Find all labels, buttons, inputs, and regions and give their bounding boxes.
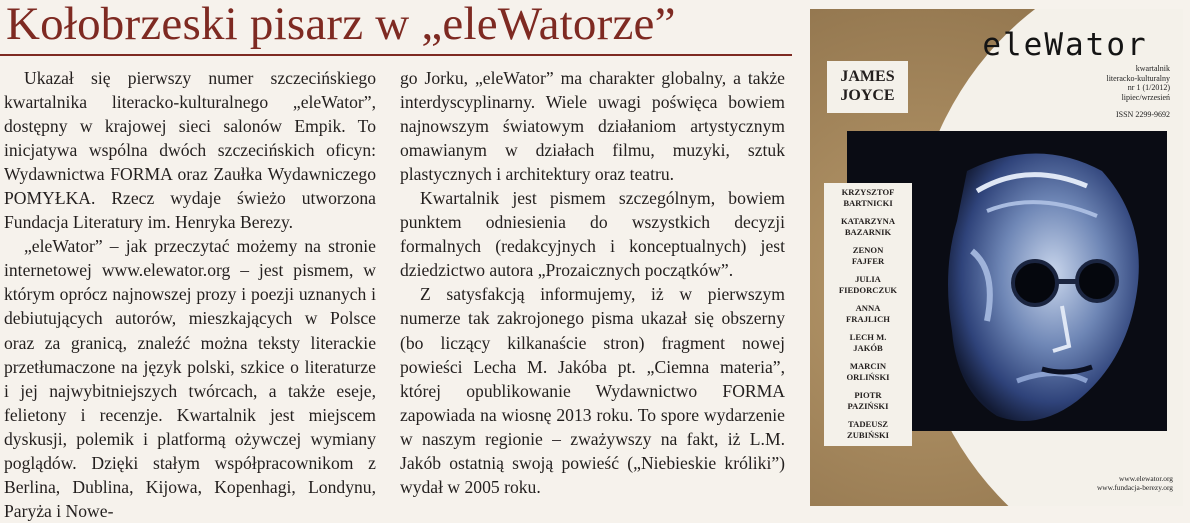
contributor-first-name: MARCIN xyxy=(849,361,887,371)
contributor-last-name: BARTNICKI xyxy=(843,197,893,208)
magazine-cover xyxy=(810,9,1183,506)
cover-contributors-list xyxy=(824,183,912,446)
contributor-last-name: FIEDORCZUK xyxy=(838,284,898,295)
article-column-1 xyxy=(4,66,376,523)
article-column-2 xyxy=(400,66,785,499)
article-paragraph: Z satysfakcją informujemy, iż w pierwszym numerze tak zakrojonego pisma ukazał się obszerny (bo liczący kilkanaście stron) fragment nowej powieści Lecha M. Jakóba pt. „Ciemna materia”, której opublikowanie Wydawnictwo FORMA zapowiada na wiosnę 2013 roku. To spore wydarzenie w naszym regionie – zważywszy na fakt, iż L.M. Jakób ostatnią swoją powieść („Niebieskie króliki”) wydał w 2005 roku. xyxy=(400,284,785,497)
cover-issue-info xyxy=(1050,64,1170,120)
cover-author-line: JAMES xyxy=(840,68,895,85)
contributor-name xyxy=(824,361,912,382)
contributor-name xyxy=(824,332,912,353)
article-paragraph: Ukazał się pierwszy numer szczecińskiego kwartalnika literacko-kulturalnego „eleWator”, dostępny w krajowej sieci salonów Empik. To inicjatywa wspólna dwóch szczecińskich oficyn: Wydawnictwa FORMA oraz Zaułka Wydawniczego POMYŁKA. Rzecz wydaje świeżo utworzona Fundacja Literatury im. Henryka Berezy. xyxy=(4,68,376,233)
contributor-last-name: FRAJLICH xyxy=(846,313,890,324)
cover-info-line: literacko-kulturalny xyxy=(1106,73,1170,83)
contributor-name xyxy=(824,303,912,324)
cover-featured-author xyxy=(827,61,908,113)
contributor-last-name: PAZIŃSKI xyxy=(847,400,889,411)
cover-website: www.elewator.org xyxy=(1119,474,1173,483)
contributor-name xyxy=(824,390,912,411)
contributor-last-name: BAZARNIK xyxy=(844,226,892,237)
cover-info-line: lipiec/wrzesień xyxy=(1121,92,1170,102)
cover-website: www.fundacja-berezy.org xyxy=(1096,483,1173,492)
contributor-first-name: PIOTR xyxy=(854,390,882,400)
contributor-last-name: FAJFER xyxy=(851,255,885,266)
headline: Kołobrzeski pisarz w „eleWatorze” xyxy=(6,0,676,50)
contributor-name xyxy=(824,216,912,237)
contributor-first-name: ZENON xyxy=(852,245,884,255)
cover-websites xyxy=(1013,474,1173,492)
contributor-first-name: KRZYSZTOF xyxy=(841,187,895,197)
article-paragraph: go Jorku, „eleWator” ma charakter globalny, a także interdyscyplinarny. Wiele uwagi poświęca bowiem najnowszym światowym działaniom artystycznym omawianym w działach filmu, muzyki, sztuk plastycznych i architektury oraz teatru. xyxy=(400,68,785,185)
cover-issn: ISSN 2299-9692 xyxy=(1115,110,1170,119)
article-paragraph: „eleWator” – jak przeczytać możemy na stronie internetowej www.elewator.org – jest pismem, w którym oprócz najnowszej prozy i poezji uznanych i debiutujących autorów, mieszkających w Polsce oraz za granicą, znaleźć można teksty literackie przetłumaczone na język polski, szkice o literaturze i jej najwybitniejszych twórcach, a także eseje, felietony i recenzje. Kwartalnik jest miejscem dyskusji, polemik i platformą ożywczej wymiany poglądów. Dzięki stałym współpracownikom z Berlina, Dublina, Kijowa, Kopenhagi, Londynu, Paryża i Nowe- xyxy=(4,236,376,521)
contributor-name xyxy=(824,419,912,440)
contributor-first-name: ANNA xyxy=(855,303,881,313)
cover-author-line: JOYCE xyxy=(840,87,895,104)
cover-info-line: nr 1 (1/2012) xyxy=(1127,83,1170,92)
article-paragraph: Kwartalnik jest pismem szczególnym, bowiem punktem odniesienia do wszystkich decyzji formalnych (redakcyjnych i konceptualnych) jest dziedzictwo autora „Prozaicznych początków”. xyxy=(400,188,785,281)
cover-title: eleWator xyxy=(982,27,1148,63)
cover-info-line: kwartalnik xyxy=(1135,64,1170,73)
contributor-name xyxy=(824,274,912,295)
contributor-name xyxy=(824,245,912,266)
headline-rule xyxy=(0,54,792,56)
contributor-name xyxy=(824,187,912,208)
contributor-first-name: LECH M. xyxy=(849,332,887,342)
contributor-first-name: TADEUSZ xyxy=(848,419,888,429)
contributor-last-name: ORLIŃSKI xyxy=(846,371,890,382)
contributor-first-name: KATARZYNA xyxy=(840,216,896,226)
contributor-last-name: JAKÓB xyxy=(853,342,883,353)
contributor-last-name: ZUBIŃSKI xyxy=(846,429,890,440)
contributor-first-name: JULIA xyxy=(855,274,881,284)
